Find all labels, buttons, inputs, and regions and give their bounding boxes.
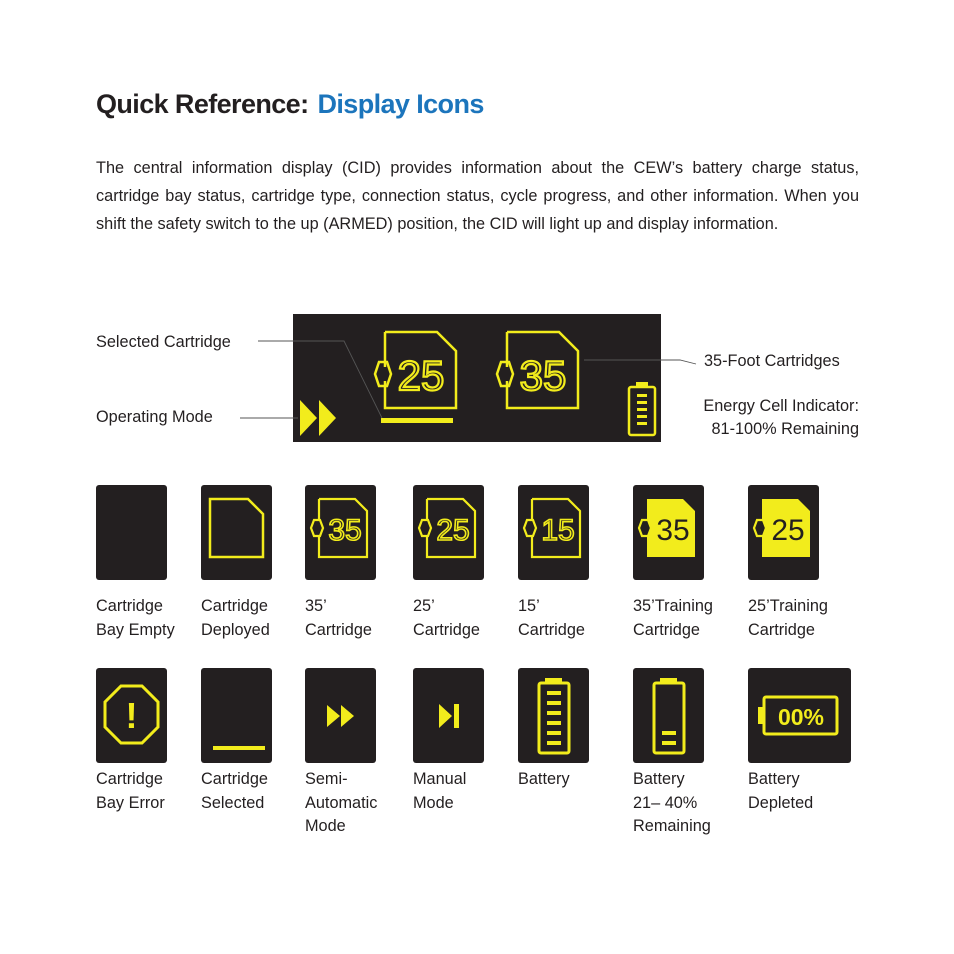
- tile-15-value: 15: [541, 514, 575, 547]
- fast-forward-icon: [300, 400, 336, 436]
- label-15-cartridge: 15’ Cartridge: [518, 597, 585, 639]
- tile-25-value: 25: [436, 514, 470, 547]
- tile-25-cartridge: [413, 485, 484, 580]
- tile-battery-depleted: [748, 668, 851, 763]
- tile-battery: [518, 668, 589, 763]
- battery-depleted-value: 00%: [777, 704, 825, 730]
- deployed-cartridge-icon: [201, 485, 272, 580]
- tile-bay-error: [96, 668, 167, 763]
- tile-35-cartridge: [305, 485, 376, 580]
- callout-energy-cell: [703, 395, 859, 441]
- label-25-training: 25’Training Cartridge: [748, 597, 828, 639]
- label-25-cartridge: 25’ Cartridge: [413, 597, 480, 639]
- right-cartridge-value: 35: [519, 352, 567, 399]
- battery-depleted-icon: [748, 668, 851, 763]
- callout-operating-mode: Operating Mode: [96, 408, 213, 426]
- battery-full-icon: [518, 668, 589, 763]
- tile-15-cartridge: [518, 485, 589, 580]
- semi-auto-fast-forward-icon: [305, 668, 376, 763]
- selected-underline-icon: [201, 668, 272, 763]
- cid-display: [293, 314, 661, 442]
- tile-manual-mode: [413, 668, 484, 763]
- tile-35-training-value: 35: [656, 514, 690, 547]
- cartridge-15-outline-icon: [518, 485, 589, 580]
- selected-underline: [381, 418, 453, 423]
- label-semi-auto: Semi- Automatic Mode: [305, 770, 378, 835]
- tile-cartridge-deployed: [201, 485, 272, 580]
- manual-step-icon: [413, 668, 484, 763]
- tile-35-value: 35: [328, 514, 362, 547]
- label-35-training: 35’Training Cartridge: [633, 597, 713, 639]
- callout-selected-cartridge: Selected Cartridge: [96, 333, 231, 351]
- label-35-cartridge: 35’ Cartridge: [305, 597, 372, 639]
- label-battery: Battery: [518, 770, 570, 788]
- label-manual-mode: Manual Mode: [413, 770, 467, 812]
- label-cartridge-deployed: Cartridge Deployed: [201, 597, 270, 639]
- label-battery-low: Battery 21– 40% Remaining: [633, 770, 711, 835]
- cartridge-25-outline-icon: [413, 485, 484, 580]
- warning-octagon-icon: [96, 668, 167, 763]
- page-title-highlight: Display Icons: [317, 89, 484, 119]
- intro-paragraph: The central information display (CID) provides information about the CEW’s battery charge status, cartridge bay status, cartridge type, connection status, cycle progress, and other information. When you shift the safety switch to the up (ARMED) position, the CID will light up and display information.: [96, 159, 859, 233]
- battery-low-icon: [633, 668, 704, 763]
- tile-cartridge-selected: [201, 668, 272, 763]
- label-bay-empty: Cartridge Bay Empty: [96, 597, 175, 639]
- callout-energy-line1: Energy Cell Indicator:: [703, 397, 859, 415]
- tile-battery-low: [633, 668, 704, 763]
- tile-25-training: [748, 485, 819, 580]
- cartridge-35-outline-icon: [305, 485, 376, 580]
- label-bay-error: Cartridge Bay Error: [96, 770, 165, 812]
- training-cartridge-25-icon: [748, 485, 819, 580]
- page-title: [96, 89, 484, 120]
- left-cartridge-value: 25: [397, 352, 445, 399]
- training-cartridge-35-icon: [633, 485, 704, 580]
- tile-bay-empty: [96, 485, 167, 580]
- tile-25-training-value: 25: [771, 514, 805, 547]
- tile-semi-auto: [305, 668, 376, 763]
- label-battery-depleted: Battery Depleted: [748, 770, 814, 812]
- tile-35-training: [633, 485, 704, 580]
- callout-foot-cartridges: 35-Foot Cartridges: [704, 352, 840, 370]
- energy-cell-icon: [629, 382, 655, 435]
- callout-energy-line2: 81-100% Remaining: [711, 420, 859, 438]
- page-title-prefix: Quick Reference:: [96, 89, 309, 119]
- error-symbol: !: [125, 695, 138, 736]
- label-cartridge-selected: Cartridge Selected: [201, 770, 268, 812]
